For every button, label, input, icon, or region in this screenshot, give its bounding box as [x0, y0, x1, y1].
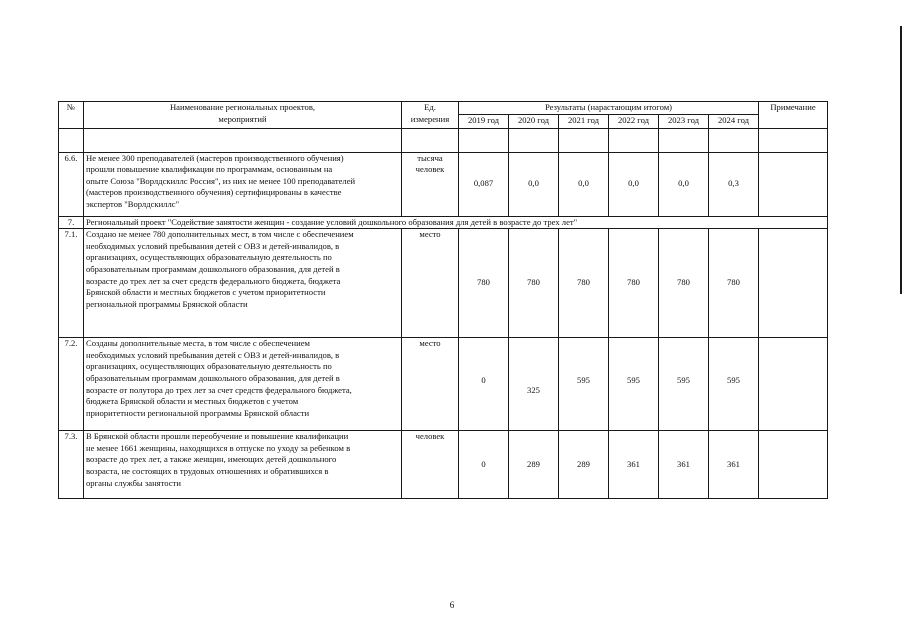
page-number: 6 — [449, 600, 455, 610]
value-2023 — [659, 338, 709, 431]
header-name-line1: Наименование региональных проектов, — [169, 102, 316, 112]
row-note — [759, 338, 828, 431]
row-text-line: необходимых условий пребывания детей с ОВЗ и детей-инвалидов, в — [86, 240, 340, 251]
unit-line: место — [419, 229, 441, 240]
blank-row — [59, 128, 828, 152]
row-text-line: возрасте от полутора до трех лет за счет средств федерального бюджета, — [86, 384, 352, 395]
header-note: Примечание — [759, 102, 828, 129]
header-year: 2023 год — [659, 114, 709, 128]
value-text: 595 — [627, 375, 640, 386]
row-unit — [402, 338, 459, 431]
value-2022: 361 — [609, 431, 659, 499]
row-unit — [402, 431, 459, 499]
results-table — [58, 101, 828, 499]
project-row — [59, 216, 828, 229]
value-2023: 780 — [659, 229, 709, 338]
header-unit-line1: Ед. — [424, 102, 436, 112]
value-2021: 289 — [559, 431, 609, 499]
header-unit — [402, 102, 459, 129]
row-text-line: прошли повышение квалификации по программам, основанным на — [86, 164, 333, 175]
row-number: 7.2. — [59, 338, 84, 431]
value-2023: 0,0 — [659, 152, 709, 216]
table-row — [59, 229, 828, 338]
project-title: Региональный проект "Содействие занятости женщин - создание условий дошкольного образования для детей в возрасте до трех лет" — [84, 216, 828, 229]
row-unit — [402, 152, 459, 216]
unit-line: тысяча — [417, 152, 443, 163]
value-text: 0 — [481, 375, 486, 386]
row-text-line: В Брянской области прошли переобучение и повышение квалификации — [86, 431, 349, 442]
header-results: Результаты (нарастающим итогом) — [459, 102, 759, 115]
row-description — [84, 229, 402, 338]
value-2020 — [509, 338, 559, 431]
header-year: 2021 год — [559, 114, 609, 128]
value-2023: 361 — [659, 431, 709, 499]
header-year: 2019 год — [459, 114, 509, 128]
value-2024: 780 — [709, 229, 759, 338]
header-year: 2020 год — [509, 114, 559, 128]
unit-line: место — [419, 338, 441, 349]
value-2020: 780 — [509, 229, 559, 338]
row-text-line: Не менее 300 преподавателей (мастеров производственного обучения) — [86, 152, 344, 163]
value-2019: 780 — [459, 229, 509, 338]
row-text-line: организациях, осуществляющих образовательную деятельность по — [86, 361, 332, 372]
row-text-line: Брянской области и местных бюджетов с учетом приоритетности — [86, 287, 326, 298]
row-number: 7. — [59, 216, 84, 229]
row-text-line: возрасте до трех лет за счет средств федерального бюджета, бюджета — [86, 275, 341, 286]
value-2024 — [709, 338, 759, 431]
table-row — [59, 338, 828, 431]
value-2021: 780 — [559, 229, 609, 338]
value-2021: 0,0 — [559, 152, 609, 216]
row-text-line: образовательным программам дошкольного образования, для детей в — [86, 263, 340, 274]
value-2022: 780 — [609, 229, 659, 338]
value-2019: 0,087 — [459, 152, 509, 216]
header-year: 2024 год — [709, 114, 759, 128]
row-text-line: экспертов "Ворлдскиллс" — [86, 198, 180, 209]
row-description — [84, 431, 402, 499]
header-name — [84, 102, 402, 129]
header-num: № — [59, 102, 84, 129]
value-2022: 0,0 — [609, 152, 659, 216]
unit-line: человек — [415, 164, 445, 175]
table-row — [59, 431, 828, 499]
row-number: 6.6. — [59, 152, 84, 216]
row-description — [84, 152, 402, 216]
row-text-line: Создано не менее 780 дополнительных мест, в том числе с обеспечением — [86, 229, 354, 240]
value-2021 — [559, 338, 609, 431]
row-text-line: не менее 1661 женщины, находящихся в отпуске по уходу за ребенком в — [86, 442, 351, 453]
row-text-line: возрасте до трех лет, а также женщин, имеющих детей дошкольного — [86, 454, 337, 465]
row-text-line: органы службы занятости — [86, 477, 181, 488]
row-number: 7.1. — [59, 229, 84, 338]
page-edge-mark — [900, 26, 902, 294]
value-text: 595 — [677, 375, 690, 386]
table-row — [59, 152, 828, 216]
value-2019 — [459, 338, 509, 431]
row-text-line: (мастеров производственного обучения) сертифицированы в качестве — [86, 187, 342, 198]
value-text: 595 — [727, 375, 740, 386]
unit-line: человек — [415, 431, 445, 442]
row-text-line: Созданы дополнительные места, в том числе с обеспечением — [86, 338, 310, 349]
value-text: 595 — [577, 375, 590, 386]
row-text-line: необходимых условий пребывания детей с ОВЗ и детей-инвалидов, в — [86, 349, 340, 360]
row-unit — [402, 229, 459, 338]
header-unit-line2: измерения — [410, 113, 450, 124]
row-text-line: бюджета Брянской области и местных бюджетов с учетом — [86, 396, 299, 407]
header-year: 2022 год — [609, 114, 659, 128]
row-text-line: приоритетности региональной программы Брянской области — [86, 407, 310, 418]
value-2020: 289 — [509, 431, 559, 499]
header-name-line2: мероприятий — [218, 113, 267, 124]
row-text-line: образовательным программам дошкольного образования, для детей в — [86, 372, 340, 383]
value-text: 325 — [527, 385, 540, 396]
row-number: 7.3. — [59, 431, 84, 499]
row-note — [759, 229, 828, 338]
value-2020: 0,0 — [509, 152, 559, 216]
value-2019: 0 — [459, 431, 509, 499]
row-text-line: опыте Союза "Ворлдскиллс Россия", из них не менее 100 преподавателей — [86, 175, 356, 186]
row-text-line: возраста, не состоящих в трудовых отношениях и обратившихся в — [86, 465, 329, 476]
row-text-line: региональной программы Брянской области — [86, 298, 248, 309]
row-note — [759, 431, 828, 499]
value-2024: 361 — [709, 431, 759, 499]
value-2024: 0,3 — [709, 152, 759, 216]
row-description — [84, 338, 402, 431]
header-row — [59, 102, 828, 115]
value-2022 — [609, 338, 659, 431]
row-note — [759, 152, 828, 216]
row-text-line: организациях, осуществляющих образовательную деятельность по — [86, 252, 332, 263]
